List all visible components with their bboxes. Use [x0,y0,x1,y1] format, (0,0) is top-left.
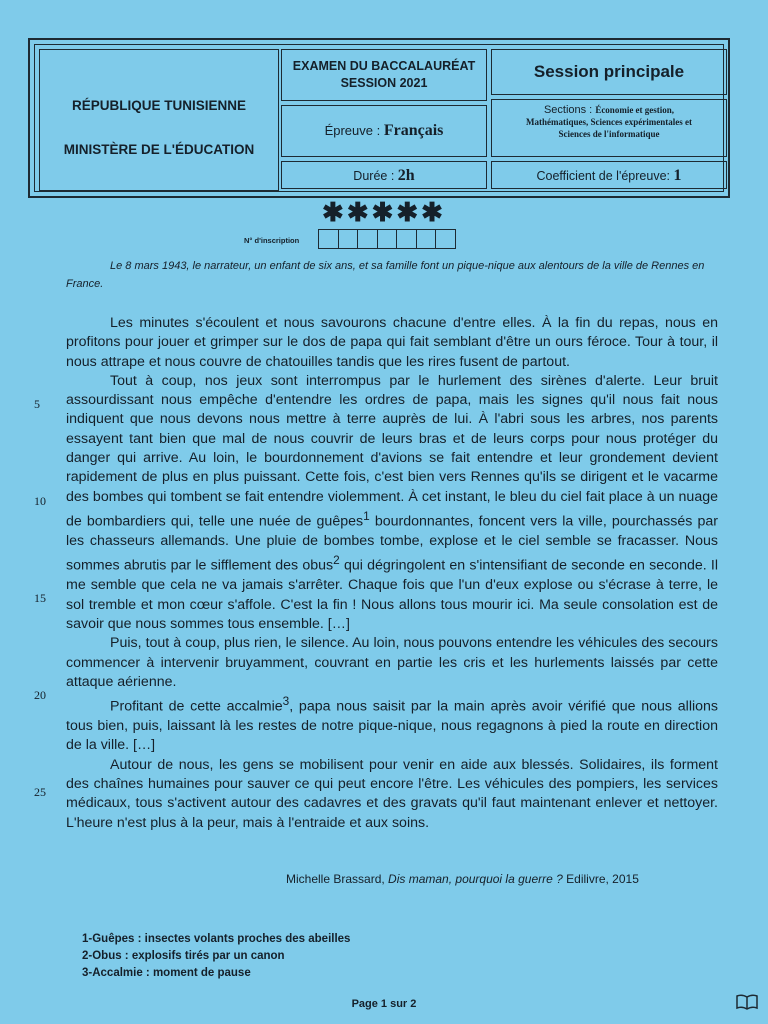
digit-box[interactable] [417,230,437,248]
paragraph-5: Autour de nous, les gens se mobilisent pour venir en aide aux blessés. Solidaires, ils forment des chaînes humaines pour sauver ce qui peut encore l'être. Les véhicules des pompiers, les services médicaux, tous s'activent autour des cadavres et des gravats qu'il faut maintenant enlever et nettoyer. L'heure n'est plus à la peur, mais à l'entraide et aux soins. [66,756,718,831]
paragraph-4-part-2: , papa nous saisit par la main après avoir vérifié que nous allions tous bien, puis, laissant là les restes de notre pique-nique, nous regagnons à pied la route en direction de la ville. […] [66,698,718,754]
paragraph-1: Les minutes s'écoulent et nous savourons chacune d'entre elles. À la fin du repas, nous en profitons pour jouer et grimper sur le dos de papa qui fait semblant d'être un ours féroce. Tour à tour, il nous attrape et nous couvre de chatouilles tandis que les rires fusent de partout. [66,315,718,370]
sections-cell [491,99,727,157]
coefficient-value: 1 [673,167,682,184]
digit-box[interactable] [319,230,339,248]
header-frame [28,38,730,198]
coefficient-cell [491,161,727,189]
subject-value: Français [383,122,444,139]
digit-box[interactable] [378,230,398,248]
inscription-number-field[interactable] [318,229,456,249]
duration-value: 2h [397,167,415,184]
sections-label: Sections : [543,104,593,116]
source-publisher: Edilivre, 2015 [566,872,639,886]
separator-stars: ✱✱✱✱✱ [322,197,446,227]
line-number-5: 5 [34,397,40,411]
paragraph-2-part-3: qui dégringolent en s'intensifiant de seconde en seconde. Il me semble que cela ne va jamais s'arrêter. Chaque fois que l'un d'eux explose ou s'écrase à terre, le sol tremble et mon cœur s'affole. C'est la fin ! Nous allons tous mourir ici. Ma seule consolation est de savoir que nous sommes tous ensemble. […] [66,558,718,632]
exam-title: EXAMEN DU BACCALAURÉAT [292,59,476,73]
text-introduction: Le 8 mars 1943, le narrateur, un enfant de six ans, et sa famille font un pique-nique aux alentours de la ville de Rennes en France. [66,260,705,290]
inscription-label: N° d'inscription [244,236,300,245]
duration-label: Durée : [353,169,395,183]
footnote-1: 1-Guêpes : insectes volants proches des abeilles [82,933,351,945]
sections-line-3: Sciences de l'informatique [558,129,660,139]
digit-box[interactable] [358,230,378,248]
paragraph-4-part-1: Profitant de cette accalmie [110,698,283,715]
source-author: Michelle Brassard, [286,872,385,886]
subject-label: Épreuve : [324,123,381,138]
footnote-mark-2: 2 [333,553,340,568]
sections-line-2: Mathématiques, Sciences expérimentales et [526,117,692,127]
country-name: RÉPUBLIQUE TUNISIENNE [71,98,247,113]
sections-line-1: Économie et gestion, [595,105,675,115]
line-number-25: 25 [34,785,46,799]
source-title: Dis maman, pourquoi la guerre ? [388,872,563,886]
source-citation [286,872,639,886]
line-number-10: 10 [34,494,46,508]
digit-box[interactable] [436,230,455,248]
duration-cell [281,161,487,189]
digit-box[interactable] [339,230,359,248]
footnote-mark-3: 3 [282,694,290,709]
ministry-name: MINISTÈRE DE L'ÉDUCATION [63,142,255,157]
header-frame-inner [34,44,724,192]
subject-cell [281,105,487,157]
digit-box[interactable] [397,230,417,248]
footnote-mark-1: 1 [363,508,370,523]
footnote-3: 3-Accalmie : moment de pause [82,967,251,979]
paragraph-2-part-1: Tout à coup, nos jeux sont interrompus par le hurlement des sirènes d'alerte. Leur bruit assourdissant nous empêche d'entendre les ordres de papa, mais les signes qu'il nous fait nous indiquent que nous devons nous mettre à terre auprès de lui. À l'abri sous les arbres, nos parents essayent tant bien que mal de nous couvrir de leurs bras et de leurs corps pour nous protéger du danger qui arrive. Au loin, le bourdonnement d'avions se fait entendre et leur grondement devient rapidement de plus en plus puissant. Cette fois, c'est bien vers Rennes qu'ils se dirigent et le vacarme des bombes qui tombent se fait entendre violemment. À cet instant, le bleu du ciel fait place à un nuage de bombardiers qui, telle une nuée de guêpes [66,372,718,530]
line-number-20: 20 [34,688,46,702]
footnote-2: 2-Obus : explosifs tirés par un canon [82,950,285,962]
session-type: Session principale [491,49,727,95]
institution-block [39,49,279,191]
page-number: Page 1 sur 2 [351,998,417,1010]
paragraph-4 [66,692,718,756]
line-number-15: 15 [34,591,46,605]
footnotes [82,931,350,982]
passage [66,314,718,833]
paragraph-3: Puis, tout à coup, plus rien, le silence. Au loin, nous pouvons entendre les véhicules des secours commencer à intervenir bruyamment, couvrant en partie les cris et les hurlements laissés par cette attaque aérienne. [66,635,718,690]
coefficient-label: Coefficient de l'épreuve: [536,169,670,183]
paragraph-2 [66,372,718,634]
exam-title-cell [281,49,487,101]
paragraph-2-part-2: bourdonnantes, foncent vers la ville, pourchassés par les chasseurs allemands. Une pluie de bombes tombe, explose et le ciel semble se fracasser. Nous sommes abrutis par le sifflement des obus [66,513,718,575]
exam-session-year: SESSION 2021 [340,76,428,90]
book-icon [736,994,758,1010]
